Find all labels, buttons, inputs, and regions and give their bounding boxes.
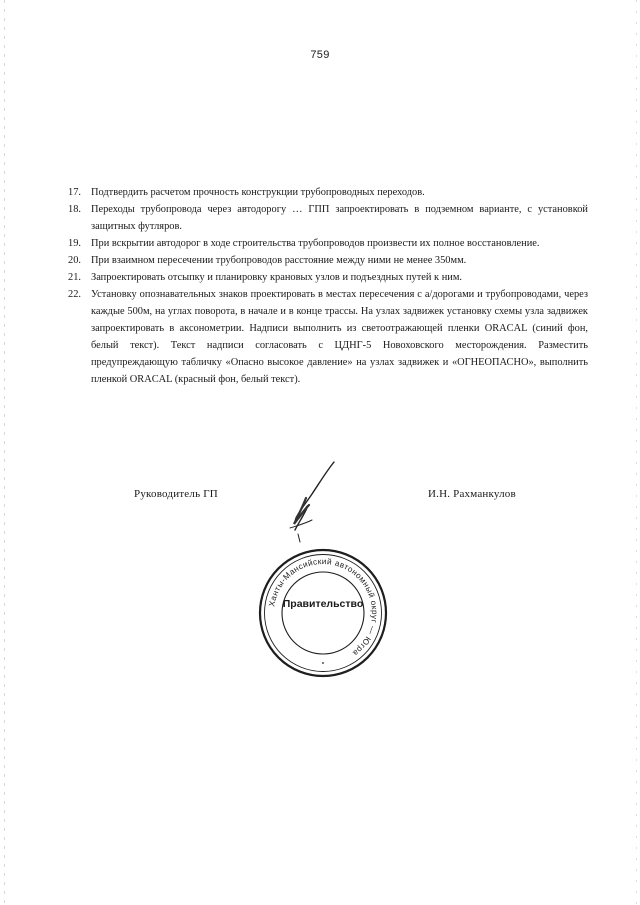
item-number: 22. [68,289,81,300]
item-text: Установку опознавательных знаков проектировать в местах пересечения с а/дорогами и трубопроводами, через каждые 500м, на углах поворота, в начале и в конце трассы. На узлах задвижек установку схемы узла задвижек запроектировать в аксонометрии. Надписи выполнить из светоотражающей пленки ORACAL (синий фон, белый текст). Текст надписи согласовать с ЦДНГ-5 Новоховского месторождения. Разместить предупреждающую табличку «Опасно высокое давление» на узлах задвижек и «ОГНЕОПАСНО», выполнить пленкой ORACAL (красный фон, белый текст). [91,289,588,385]
scan-edge-right [636,0,637,905]
official-seal [256,546,390,680]
requirements-list [68,184,588,388]
seal-center-text: Правительство [282,598,364,610]
item-number: 20. [68,255,81,266]
list-item [68,201,588,235]
seal-ring-text: Ханты-Мансийский автономный округ — Югра [267,556,380,658]
item-number: 19. [68,238,81,249]
page-number: 759 [310,49,330,61]
list-item [68,235,588,252]
item-number: 17. [68,187,81,198]
item-number: 18. [68,204,81,215]
signatory-name: И.Н. Рахманкулов [428,488,516,500]
item-number: 21. [68,272,81,283]
scan-edge-left [4,0,5,905]
signatory-title: Руководитель ГП [134,488,218,500]
item-text: При взаимном пересечении трубопроводов расстояние между ними не менее 350мм. [91,255,467,266]
item-text: Подтвердить расчетом прочность конструкции трубопроводных переходов. [91,187,425,198]
item-text: Переходы трубопровода через автодорогу … ГПП запроектировать в подземном варианте, с установкой защитных футляров. [91,204,588,232]
list-item [68,269,588,286]
handwritten-signature [276,458,346,548]
list-item [68,286,588,388]
list-item [68,252,588,269]
list-item [68,184,588,201]
item-text: При вскрытии автодорог в ходе строительства трубопроводов произвести их полное восстановление. [91,238,540,249]
item-text: Запроектировать отсыпку и планировку крановых узлов и подъездных путей к ним. [91,272,462,283]
